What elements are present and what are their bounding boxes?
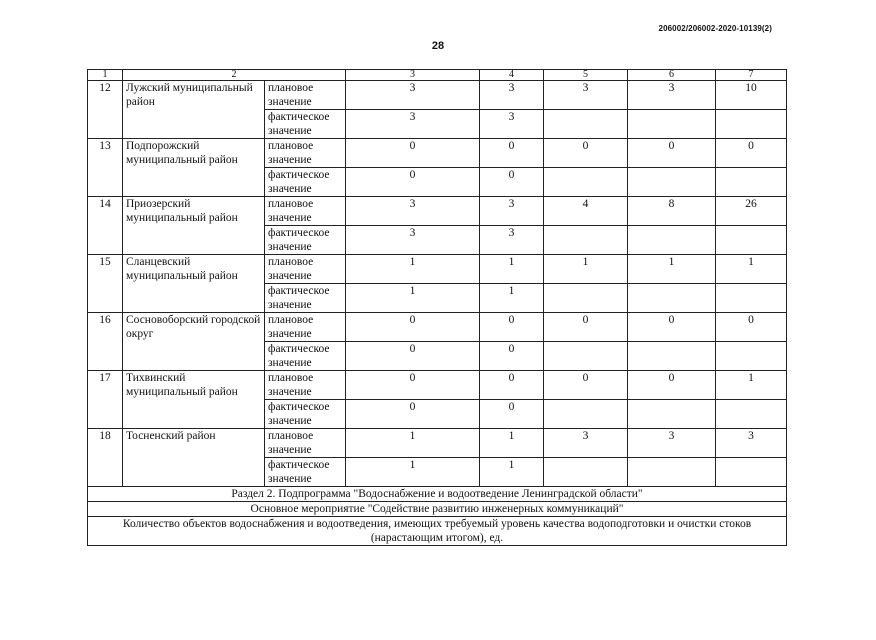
territory-name: Лужский муниципальный район [123, 81, 265, 139]
fact-value: 0 [346, 342, 480, 371]
fact-value [716, 458, 787, 487]
fact-label: фактическое значение [265, 400, 346, 429]
plan-value: 26 [716, 197, 787, 226]
document-id: 206002/206002-2020-10139(2) [658, 24, 772, 33]
fact-label: фактическое значение [265, 284, 346, 313]
page-number: 28 [431, 40, 445, 52]
row-number: 17 [88, 371, 123, 429]
fact-label: фактическое значение [265, 226, 346, 255]
plan-value: 0 [628, 313, 716, 342]
plan-label: плановое значение [265, 371, 346, 400]
plan-label: плановое значение [265, 255, 346, 284]
row-number: 12 [88, 81, 123, 139]
plan-value: 3 [628, 81, 716, 110]
fact-value: 3 [346, 226, 480, 255]
plan-value: 0 [346, 371, 480, 400]
plan-label: плановое значение [265, 429, 346, 458]
plan-value: 0 [480, 139, 544, 168]
territory-name: Сосновоборский городской округ [123, 313, 265, 371]
fact-value [628, 400, 716, 429]
territory-name: Подпорожский муниципальный район [123, 139, 265, 197]
fact-value [544, 284, 628, 313]
fact-label: фактическое значение [265, 342, 346, 371]
plan-value: 0 [346, 313, 480, 342]
table-row [88, 517, 787, 546]
column-number-row [88, 70, 787, 81]
plan-value: 1 [628, 255, 716, 284]
plan-value: 1 [346, 429, 480, 458]
fact-value: 0 [346, 400, 480, 429]
table-row [88, 502, 787, 517]
fact-value: 3 [346, 110, 480, 139]
header-cell: 4 [480, 70, 544, 81]
plan-label: плановое значение [265, 139, 346, 168]
fact-value: 1 [480, 458, 544, 487]
fact-value [628, 458, 716, 487]
fact-label: фактическое значение [265, 458, 346, 487]
plan-value: 10 [716, 81, 787, 110]
plan-value: 0 [480, 371, 544, 400]
fact-value: 0 [480, 168, 544, 197]
fact-value: 3 [480, 226, 544, 255]
plan-value: 3 [480, 81, 544, 110]
plan-value: 3 [544, 429, 628, 458]
plan-value: 4 [544, 197, 628, 226]
table-body [88, 70, 787, 546]
table-row [88, 139, 787, 168]
plan-label: плановое значение [265, 81, 346, 110]
fact-value [716, 284, 787, 313]
table-row [88, 487, 787, 502]
main-event: Основное мероприятие "Содействие развитию инженерных коммуникаций" [88, 502, 787, 517]
plan-label: плановое значение [265, 197, 346, 226]
fact-value: 0 [480, 342, 544, 371]
fact-label: фактическое значение [265, 168, 346, 197]
table-row [88, 197, 787, 226]
fact-value [544, 168, 628, 197]
plan-value: 1 [480, 429, 544, 458]
row-number: 13 [88, 139, 123, 197]
plan-value: 8 [628, 197, 716, 226]
fact-value [716, 226, 787, 255]
header-cell: 6 [628, 70, 716, 81]
fact-value [628, 342, 716, 371]
fact-value: 1 [346, 458, 480, 487]
plan-value: 3 [716, 429, 787, 458]
plan-value: 1 [544, 255, 628, 284]
plan-value: 1 [346, 255, 480, 284]
plan-value: 3 [346, 81, 480, 110]
header-cell: 1 [88, 70, 123, 81]
table-row [88, 313, 787, 342]
fact-value: 0 [346, 168, 480, 197]
plan-value: 0 [628, 139, 716, 168]
header-cell: 5 [544, 70, 628, 81]
fact-value [544, 458, 628, 487]
fact-value: 1 [480, 284, 544, 313]
plan-value: 0 [480, 313, 544, 342]
plan-value: 0 [716, 313, 787, 342]
plan-value: 3 [628, 429, 716, 458]
row-number: 18 [88, 429, 123, 487]
row-number: 16 [88, 313, 123, 371]
plan-value: 0 [544, 371, 628, 400]
territory-name: Тосненский район [123, 429, 265, 487]
fact-value [716, 168, 787, 197]
table-row [88, 371, 787, 400]
fact-value [628, 168, 716, 197]
territory-name: Приозерский муниципальный район [123, 197, 265, 255]
plan-value: 3 [544, 81, 628, 110]
plan-value: 3 [346, 197, 480, 226]
row-number: 14 [88, 197, 123, 255]
table-row [88, 255, 787, 284]
fact-value [544, 226, 628, 255]
plan-value: 0 [544, 139, 628, 168]
fact-value [544, 400, 628, 429]
plan-value: 1 [716, 255, 787, 284]
plan-value: 0 [716, 139, 787, 168]
plan-value: 0 [544, 313, 628, 342]
plan-value: 0 [628, 371, 716, 400]
fact-value: 0 [480, 400, 544, 429]
plan-value: 0 [346, 139, 480, 168]
plan-value: 1 [480, 255, 544, 284]
fact-value [716, 400, 787, 429]
fact-value [628, 110, 716, 139]
fact-value: 3 [480, 110, 544, 139]
indicators-table [87, 69, 787, 546]
header-cell: 7 [716, 70, 787, 81]
indicator-title: Количество объектов водоснабжения и водоотведения, имеющих требуемый уровень качества водоподготовки и очистки стоков (нарастающим итогом), ед. [88, 517, 787, 546]
table-row [88, 81, 787, 110]
fact-value [544, 110, 628, 139]
fact-value: 1 [346, 284, 480, 313]
fact-value [716, 342, 787, 371]
territory-name: Сланцевский муниципальный район [123, 255, 265, 313]
fact-label: фактическое значение [265, 110, 346, 139]
table-row [88, 429, 787, 458]
fact-value [628, 226, 716, 255]
fact-value [544, 342, 628, 371]
fact-value [716, 110, 787, 139]
fact-value [628, 284, 716, 313]
row-number: 15 [88, 255, 123, 313]
header-cell: 3 [346, 70, 480, 81]
plan-value: 1 [716, 371, 787, 400]
plan-label: плановое значение [265, 313, 346, 342]
header-cell: 2 [123, 70, 346, 81]
territory-name: Тихвинский муниципальный район [123, 371, 265, 429]
plan-value: 3 [480, 197, 544, 226]
section-title: Раздел 2. Подпрограмма "Водоснабжение и водоотведение Ленинградской области" [88, 487, 787, 502]
